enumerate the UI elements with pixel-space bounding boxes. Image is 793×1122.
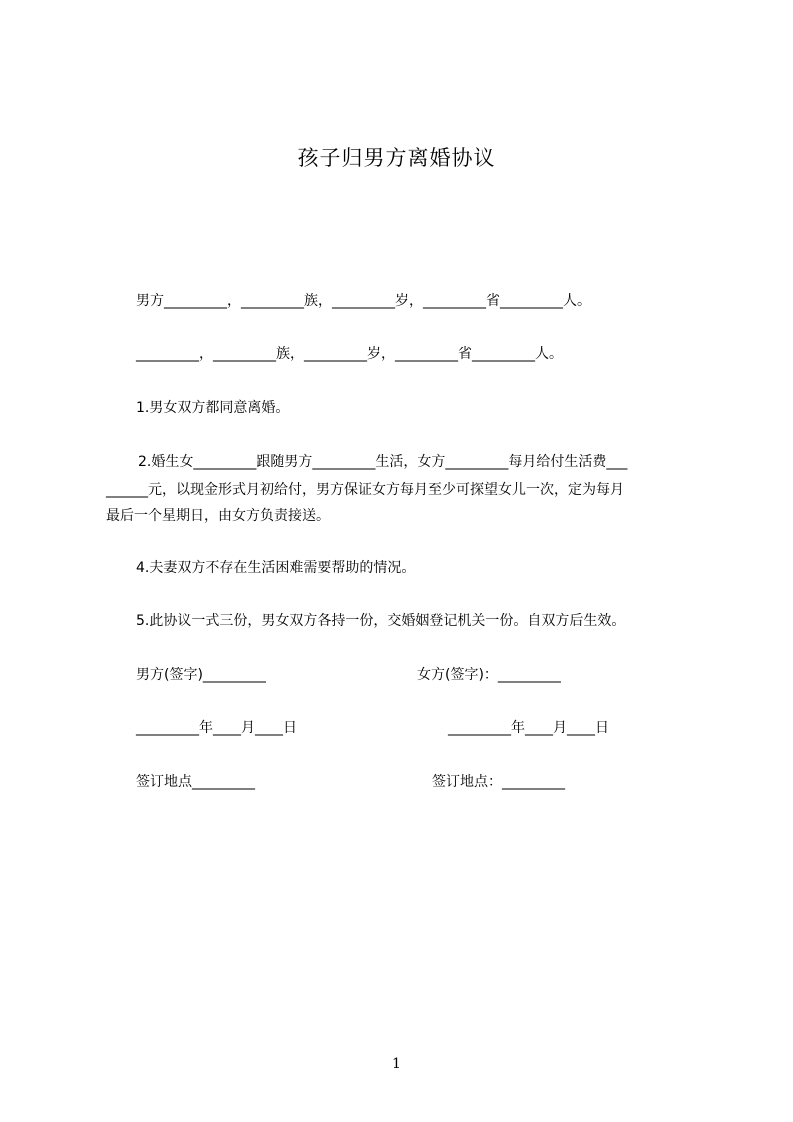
male-signature: 男方(签字)_________ bbox=[136, 667, 266, 683]
clause-2-line-3: 最后一个星期日，由女方负责接送。 bbox=[106, 508, 330, 524]
clause-2-line-2: ______元，以现金形式月初给付，男方保证女方每月至少可探望女儿一次，定为每月 bbox=[106, 482, 624, 498]
male-sign-date: _________年____月____日 bbox=[136, 720, 297, 736]
clause-5: 5.此协议一式三份，男女双方各持一份，交婚姻登记机关一份。自双方后生效。 bbox=[136, 613, 626, 629]
male-sign-place: 签订地点_________ bbox=[136, 774, 255, 790]
female-party-info: _________，_________族，_________岁，_________省_________人。 bbox=[136, 346, 563, 362]
clause-1: 1.男女双方都同意离婚。 bbox=[136, 400, 290, 416]
female-signature: 女方(签字)：_________ bbox=[417, 667, 561, 683]
clause-4: 4.夫妻双方不存在生活困难需要帮助的情况。 bbox=[136, 560, 416, 576]
female-sign-place: 签订地点：_________ bbox=[432, 774, 565, 790]
male-party-info: 男方_________，_________族，_________岁，_________省_________人。 bbox=[136, 293, 591, 309]
document-title: 孩子归男方离婚协议 bbox=[297, 146, 496, 170]
page-number: 1 bbox=[392, 1056, 401, 1072]
clause-2-line-1: 2.婚生女_________跟随男方_________生活，女方_________每月给付生活费___ bbox=[138, 454, 628, 470]
female-sign-date: _________年____月____日 bbox=[448, 720, 609, 736]
